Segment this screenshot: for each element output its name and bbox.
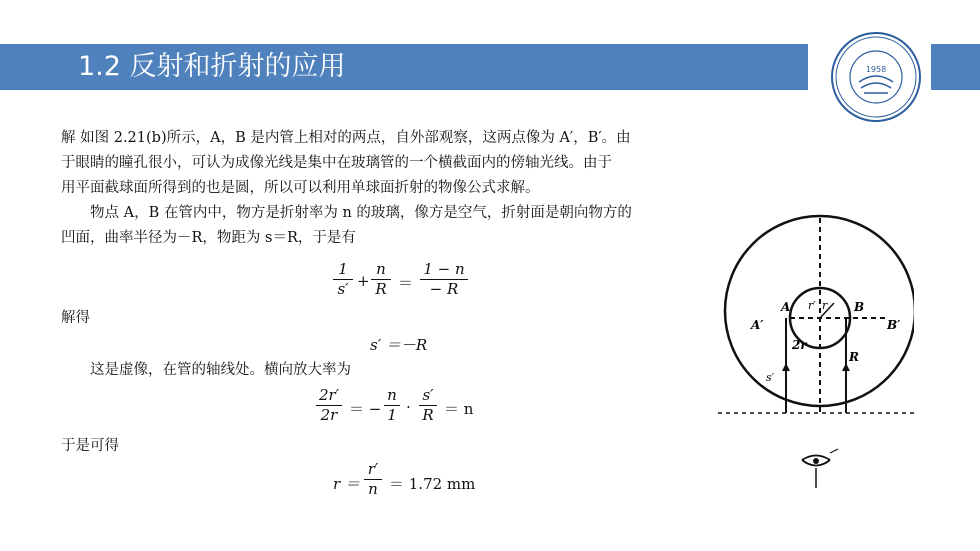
label-2r: 2r [792,338,807,352]
eye-icon [802,449,838,488]
eq1-fraction-1: 1 s′ [333,261,353,298]
then-label: 于是可得 [61,438,119,454]
text-line-4: 物点 A，B 在管内中，物方是折射率为 n 的玻璃，像方是空气，折射面是朝向物方的 [90,205,632,221]
text-line-2: 于眼睛的瞳孔很小，可认为成像光线是集中在玻璃管的一个横截面内的傍轴光线。由于 [61,155,612,171]
university-seal-logo [829,30,923,124]
eq2-fraction-2: n 1 [384,387,400,424]
text-line-3: 用平面截球面所得到的也是圆，所以可以利用单球面折射的物像公式求解。 [61,180,540,196]
text-line-5: 凹面，曲率半径为－R，物距为 s＝R，于是有 [61,230,356,246]
ray-right-arrow [842,363,850,371]
eq2-equals-minus: ＝ − [349,400,382,418]
eq1-equals: ＝ [398,274,414,292]
label-B-prime: B′ [887,318,901,332]
eq2-fraction-3: s′ R [419,387,437,424]
label-r-prime: r′ [808,299,816,312]
refraction-diagram [718,213,914,503]
eq3-rhs: ＝ 1.72 mm [389,475,476,493]
page-title: 1.2 反射和折射的应用 [78,51,346,82]
eq1-fraction-2: n R [371,261,391,298]
title-bar-right-segment [931,44,980,90]
result-equation-1: s′ ＝－R [370,336,428,354]
eq2-dot: · [406,398,411,416]
eq1-fraction-3: 1 − n − R [420,261,468,298]
eq2-fraction-1: 2r′ 2r [316,387,342,424]
eq1-plus: + [357,272,370,290]
logo-year: 1958 [865,65,887,74]
text-line-1: 解 如图 2.21(b)所示，A，B 是内管上相对的两点，自外部观察，这两点像为 A′，B′。由 [61,130,631,146]
label-r: r [822,299,828,312]
label-R: R [849,350,859,364]
text-virtual-image: 这是虚像，在管的轴线处。横向放大率为 [90,362,351,378]
label-s-prime: s′ [766,371,775,384]
eq2-equals-n: ＝ n [444,400,474,418]
eq3-fraction: r′ n [364,461,382,498]
eq3-lhs: r ＝ [333,475,360,493]
label-A: A [781,300,791,314]
label-A-prime: A′ [751,318,764,332]
ray-left-arrow [782,363,790,371]
label-B: B [854,300,865,314]
solve-label: 解得 [61,310,90,326]
